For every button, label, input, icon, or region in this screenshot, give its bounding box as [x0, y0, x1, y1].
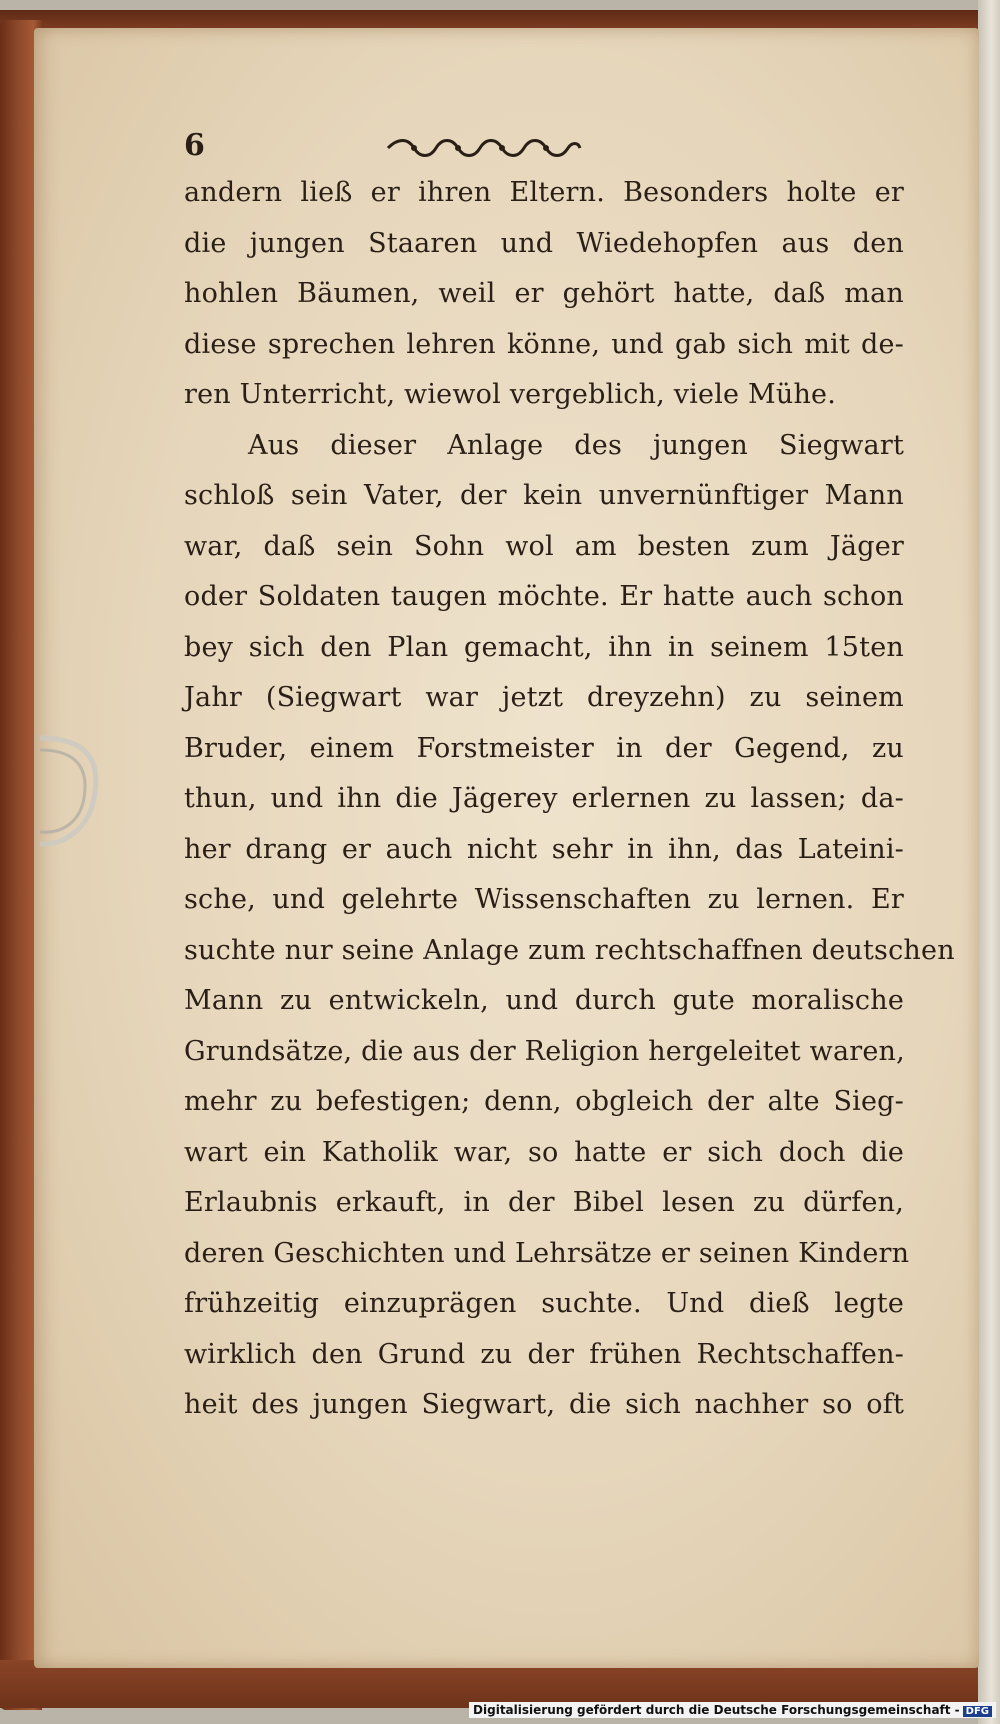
digitization-credit — [469, 1702, 996, 1718]
text-line: oder Soldaten taugen möchte. Er hatte auch schon — [184, 581, 904, 612]
text-line: Erlaubnis erkauft, in der Bibel lesen zu dürfen, — [184, 1187, 904, 1218]
text-line: Aus dieser Anlage des jungen Siegwart — [248, 429, 904, 461]
text-line: Jahr (Siegwart war jetzt dreyzehn) zu seinem — [184, 682, 904, 713]
dfg-logo: DFG — [963, 1706, 992, 1717]
page-number: 6 — [184, 128, 205, 163]
text-line: war, daß sein Sohn wol am besten zum Jäger — [184, 530, 904, 562]
text-line: die jungen Staaren und Wiedehopfen aus den — [184, 227, 904, 259]
text-line: diese sprechen lehren könne, und gab sich mit de- — [184, 328, 904, 360]
text-line: thun, und ihn die Jägerey erlernen zu lassen; da- — [184, 783, 904, 814]
credit-text: Digitalisierung gefördert durch die Deutsche Forschungsgemeinschaft - — [473, 1703, 960, 1717]
text-line: Bruder, einem Forstmeister in der Gegend, zu — [184, 732, 904, 764]
page-content — [184, 128, 955, 1431]
body-text — [184, 168, 955, 1431]
text-line: sche, und gelehrte Wissenschaften zu lernen. Er — [184, 884, 904, 915]
text-line: wart ein Katholik war, so hatte er sich doch die — [184, 1136, 904, 1168]
text-line: schloß sein Vater, der kein unvernünftiger Mann — [184, 480, 904, 511]
text-line: Grundsätze, die aus der Religion hergeleitet waren, — [184, 1035, 905, 1067]
text-line: heit des jungen Siegwart, die sich nachher so oft — [184, 1389, 904, 1420]
page-edge — [978, 0, 1000, 1724]
paper-clip-icon — [34, 728, 106, 858]
text-line: frühzeitig einzuprägen suchte. Und dieß legte — [184, 1288, 904, 1319]
text-line: hohlen Bäumen, weil er gehört hatte, daß man — [184, 278, 904, 309]
text-line: ren Unterricht, wiewol vergeblich, viele Mühe. — [184, 379, 836, 410]
text-line: her drang er auch nicht sehr in ihn, das Lateini- — [184, 833, 904, 865]
page-header — [184, 128, 904, 168]
text-line: mehr zu befestigen; denn, obgleich der alte Sieg- — [184, 1086, 904, 1117]
text-line: bey sich den Plan gemacht, ihn in seinem 15ten — [184, 631, 904, 663]
text-line: andern ließ er ihren Eltern. Besonders holte er — [184, 177, 904, 208]
book-page — [34, 28, 979, 1668]
text-line: deren Geschichten und Lehrsätze er seinen Kindern — [184, 1237, 910, 1269]
ornament-icon — [384, 136, 584, 160]
text-line: wirklich den Grund zu der frühen Rechtschaffen- — [184, 1338, 904, 1370]
text-line: suchte nur seine Anlage zum rechtschaffnen deutschen — [184, 934, 955, 966]
text-line: Mann zu entwickeln, und durch gute moralische — [184, 985, 904, 1016]
